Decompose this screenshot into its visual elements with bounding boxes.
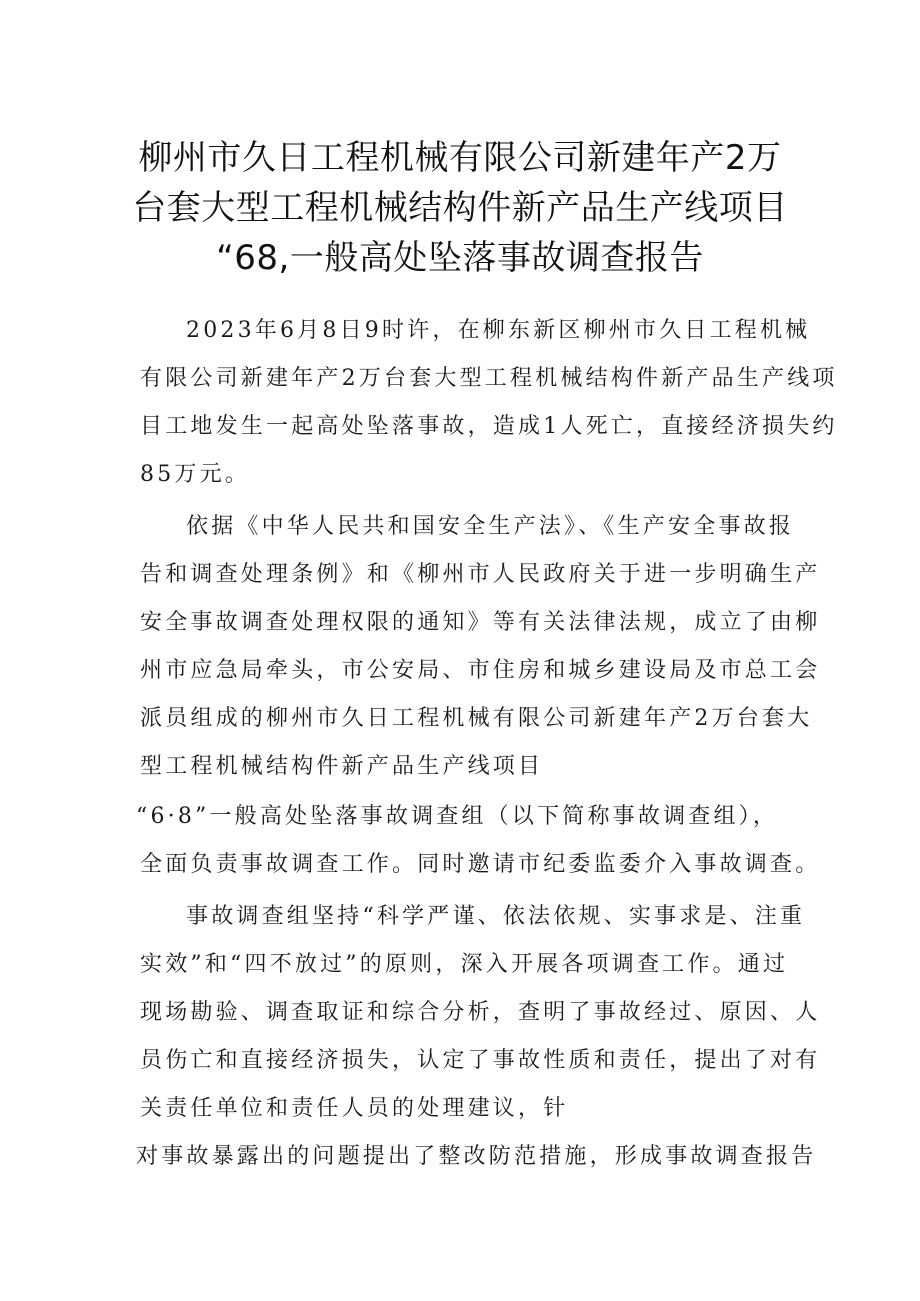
paragraph-2-line-4: 州市应急局牵头，市公安局、市住房和城乡建设局及市总工会: [140, 658, 821, 683]
paragraph-3-line-6: 对事故暴露出的问题提出了整改防范措施，形成事故调查报告: [136, 1144, 817, 1169]
paragraph-3-line-3: 现场勘验、调查取证和综合分析，查明了事故经过、原因、人: [140, 1000, 821, 1025]
paragraph-2-line-5: 派员组成的柳州市久日工程机械有限公司新建年产2万台套大: [140, 706, 813, 731]
paragraph-2-line-8: 全面负责事故调查工作。同时邀请市纪委监委介入事故调查。: [140, 852, 821, 877]
paragraph-1-line-3: 目工地发生一起高处坠落事故，造成1人死亡，直接经济损失约: [140, 414, 838, 439]
paragraph-2-line-7: “6·8”一般高处坠落事故调查组（以下简称事故调查组），: [136, 804, 779, 829]
report-title-line-1: 柳州市久日工程机械有限公司新建年产2万: [138, 138, 782, 178]
report-title-line-3: “68,一般高处坠落事故调查报告: [216, 238, 704, 278]
paragraph-2-line-1: 依据《中华人民共和国安全生产法》、《生产安全事故报: [186, 514, 795, 539]
paragraph-3-line-5: 关责任单位和责任人员的处理建议，针: [140, 1096, 569, 1121]
paragraph-3-line-2: 实效”和“四不放过”的原则，深入开展各项调查工作。通过: [140, 952, 789, 977]
report-title-line-2: 台套大型工程机械结构件新产品生产线项目: [132, 188, 788, 228]
paragraph-2-line-6: 型工程机械结构件新产品生产线项目: [140, 754, 544, 779]
paragraph-1-line-4: 85万元。: [140, 462, 250, 487]
paragraph-1-line-2: 有限公司新建年产2万台套大型工程机械结构件新产品生产线项: [140, 366, 838, 391]
paragraph-3-line-4: 员伤亡和直接经济损失，认定了事故性质和责任，提出了对有: [140, 1048, 821, 1073]
paragraph-3-line-1: 事故调查组坚持“科学严谨、依法依规、实事求是、注重: [186, 904, 806, 929]
paragraph-2-line-3: 安全事故调查处理权限的通知》等有关法律法规，成立了由柳: [140, 610, 821, 635]
paragraph-1-line-1: 2023年6月8日9时许，在柳东新区柳州市久日工程机械: [186, 318, 811, 343]
paragraph-2-line-2: 告和调查处理条例》和《柳州市人民政府关于进一步明确生产: [140, 562, 821, 587]
